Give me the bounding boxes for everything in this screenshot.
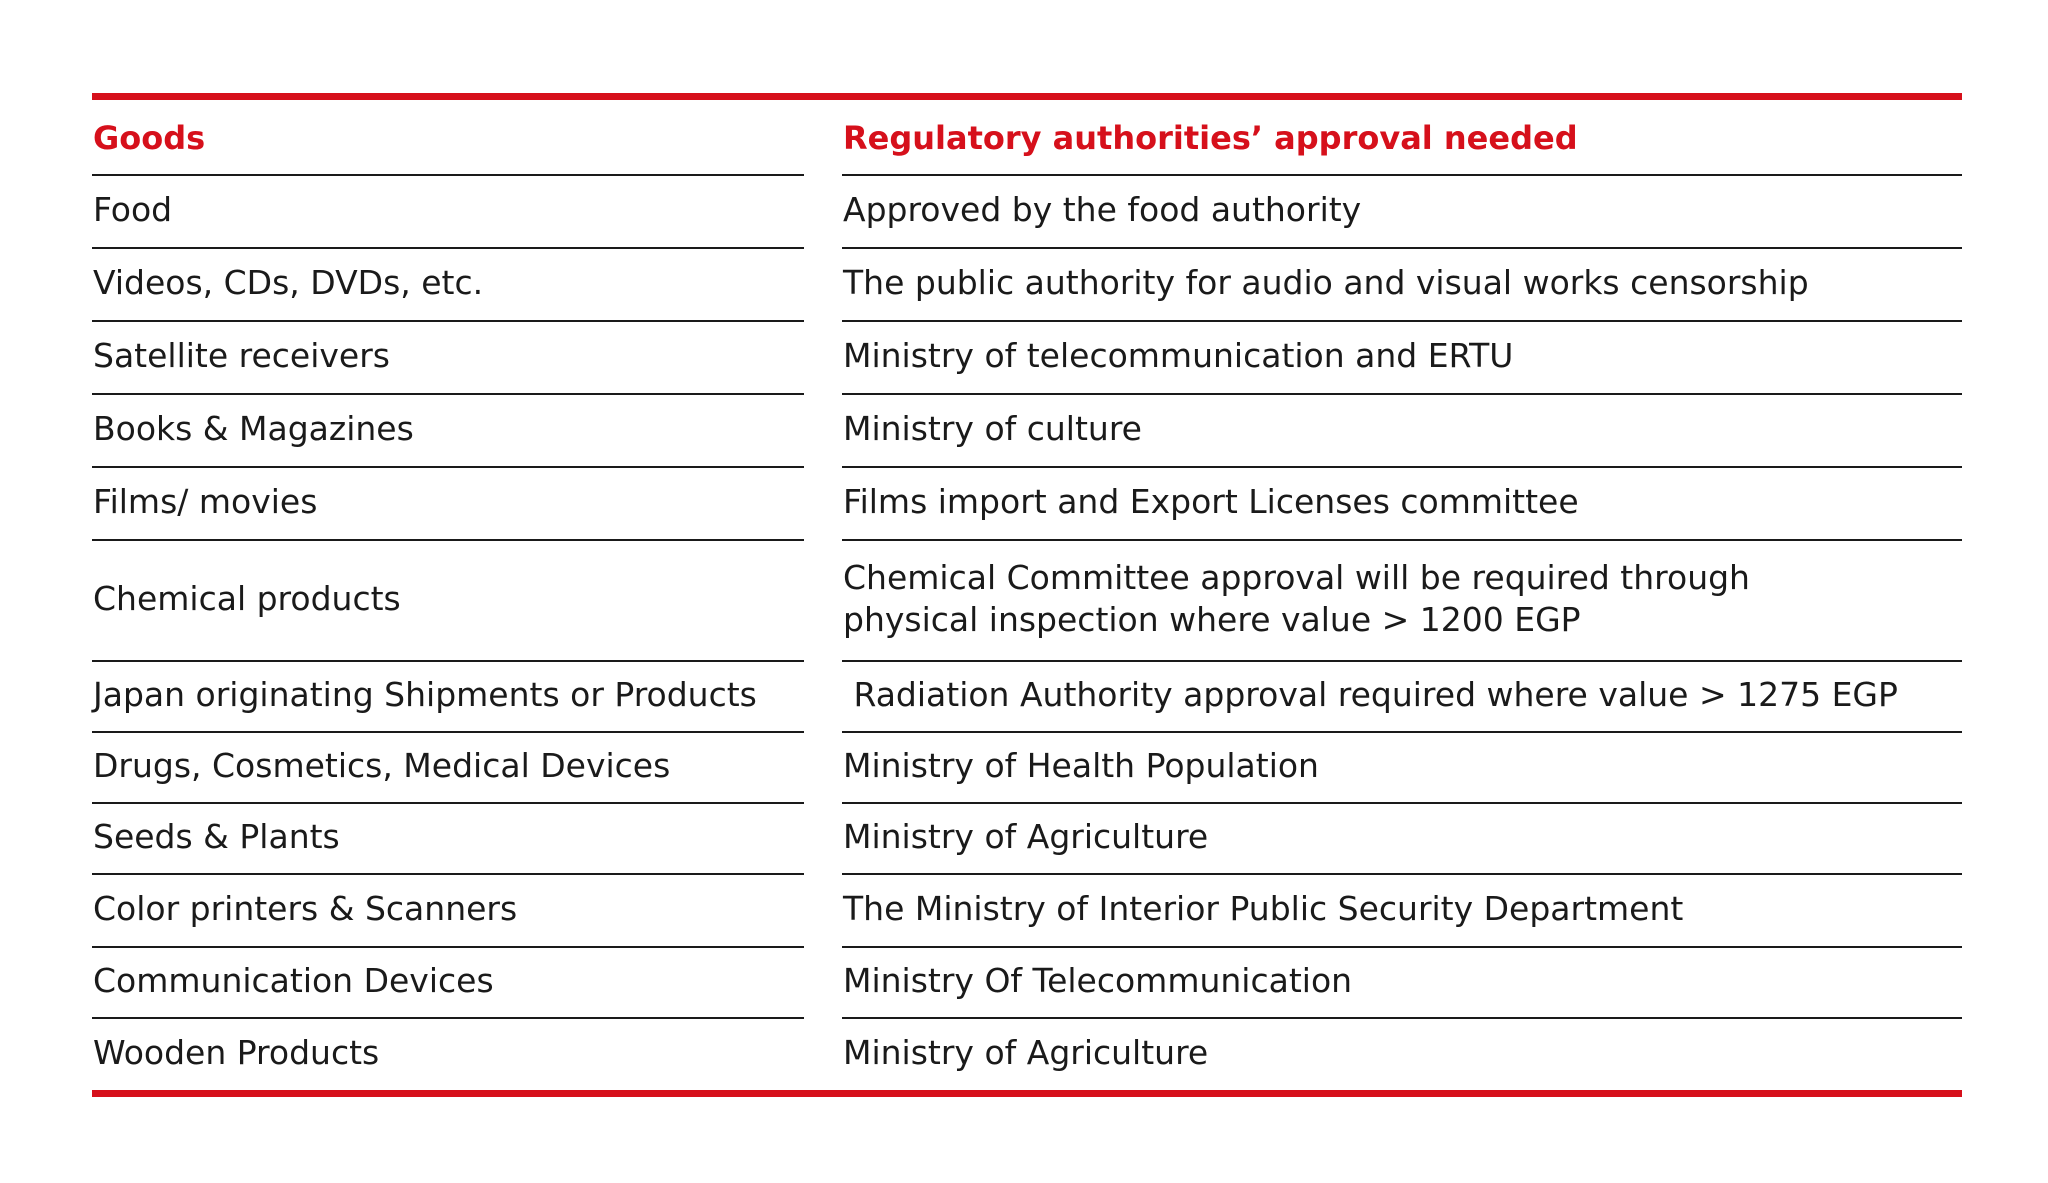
authority-cell: Approved by the food authority	[842, 176, 1962, 249]
regulatory-approval-table	[92, 93, 1962, 1097]
goods-cell: Food	[92, 176, 804, 249]
authority-cell: Ministry of Agriculture	[842, 804, 1962, 875]
authority-cell: Chemical Committee approval will be required through physical inspection where value > 1200 EGP	[842, 541, 1962, 662]
authority-cell: The public authority for audio and visual works censorship	[842, 249, 1962, 322]
table-row	[92, 322, 1962, 395]
table-row	[92, 249, 1962, 322]
table-row	[92, 733, 1962, 804]
table-row	[92, 541, 1962, 662]
goods-cell: Videos, CDs, DVDs, etc.	[92, 249, 804, 322]
goods-cell: Communication Devices	[92, 948, 804, 1019]
table-row	[92, 176, 1962, 249]
goods-cell: Books & Magazines	[92, 395, 804, 468]
authority-cell: Ministry of culture	[842, 395, 1962, 468]
authority-cell: Films import and Export Licenses committee	[842, 468, 1962, 541]
authority-cell: The Ministry of Interior Public Security Department	[842, 875, 1962, 948]
table-row	[92, 468, 1962, 541]
goods-cell: Seeds & Plants	[92, 804, 804, 875]
authority-cell: Ministry of Health Population	[842, 733, 1962, 804]
goods-cell: Color printers & Scanners	[92, 875, 804, 948]
table-header-row	[92, 100, 1962, 176]
top-accent-rule	[92, 93, 1962, 100]
table-row	[92, 875, 1962, 948]
goods-cell: Chemical products	[92, 541, 804, 662]
authority-cell: Radiation Authority approval required where value > 1275 EGP	[842, 662, 1962, 733]
table-row	[92, 1019, 1962, 1090]
authority-cell: Ministry Of Telecommunication	[842, 948, 1962, 1019]
bottom-accent-rule	[92, 1090, 1962, 1097]
goods-cell: Films/ movies	[92, 468, 804, 541]
goods-cell: Satellite receivers	[92, 322, 804, 395]
goods-cell: Drugs, Cosmetics, Medical Devices	[92, 733, 804, 804]
goods-cell: Japan originating Shipments or Products	[92, 662, 804, 733]
table-row	[92, 948, 1962, 1019]
table-row	[92, 395, 1962, 468]
goods-cell: Wooden Products	[93, 1032, 380, 1072]
authority-cell: Ministry of Agriculture	[843, 1032, 1209, 1072]
header-authority: Regulatory authorities’ approval needed	[842, 100, 1962, 176]
table-row	[92, 662, 1962, 733]
table-row	[92, 804, 1962, 875]
header-goods: Goods	[92, 100, 804, 176]
authority-cell: Ministry of telecommunication and ERTU	[842, 322, 1962, 395]
